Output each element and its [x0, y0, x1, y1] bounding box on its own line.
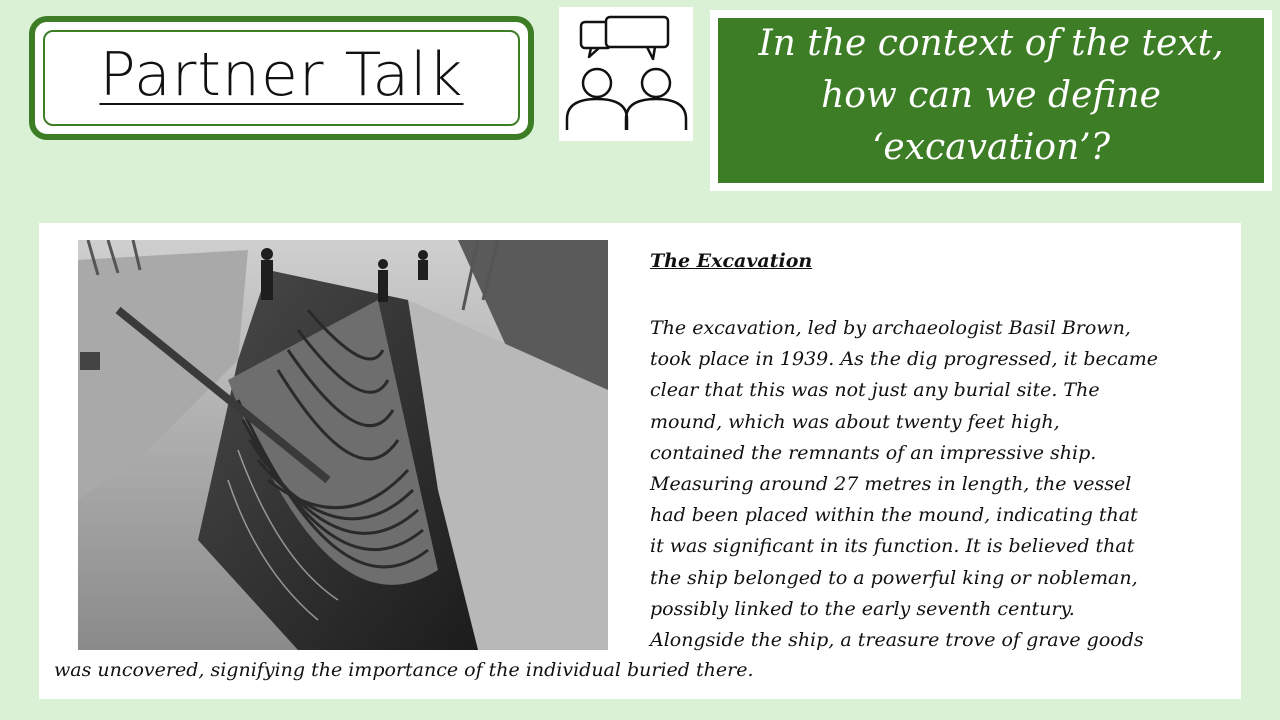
article-line: the ship belonged to a powerful king or nobleman,	[650, 566, 1138, 589]
question-inner	[718, 18, 1264, 183]
content-card	[39, 223, 1241, 699]
article-title: The Excavation	[650, 250, 813, 272]
article-line: contained the remnants of an impressive ship.	[650, 441, 1097, 464]
article-last-line: was uncovered, signifying the importance of the individual buried there.	[54, 659, 754, 681]
ship-excavation-image	[78, 240, 608, 650]
article-line: it was significant in its function. It is believed that	[650, 535, 1135, 558]
question-text: In the context of the text, how can we define ‘excavation’?	[758, 22, 1224, 168]
article-line: possibly linked to the early seventh century.	[650, 597, 1075, 620]
article-line: Alongside the ship, a treasure trove of grave goods	[650, 629, 1144, 652]
article-line: Measuring around 27 metres in length, the vessel	[650, 473, 1132, 496]
article-line: mound, which was about twenty feet high,	[650, 410, 1060, 433]
speech-bubbles-people-icon	[559, 7, 693, 141]
article-line: The excavation, led by archaeologist Basil Brown,	[650, 317, 1131, 339]
article-line: had been placed within the mound, indicating that	[650, 504, 1138, 527]
article-body	[650, 313, 1210, 656]
partner-talk-icon	[559, 7, 693, 141]
question-panel	[710, 10, 1272, 191]
title-panel	[29, 16, 534, 140]
article-line: took place in 1939. As the dig progressed, it became	[650, 348, 1158, 371]
excavation-photo	[78, 240, 608, 650]
page-title: Partner Talk	[99, 40, 464, 110]
article-line: clear that this was not just any burial site. The	[650, 379, 1100, 402]
